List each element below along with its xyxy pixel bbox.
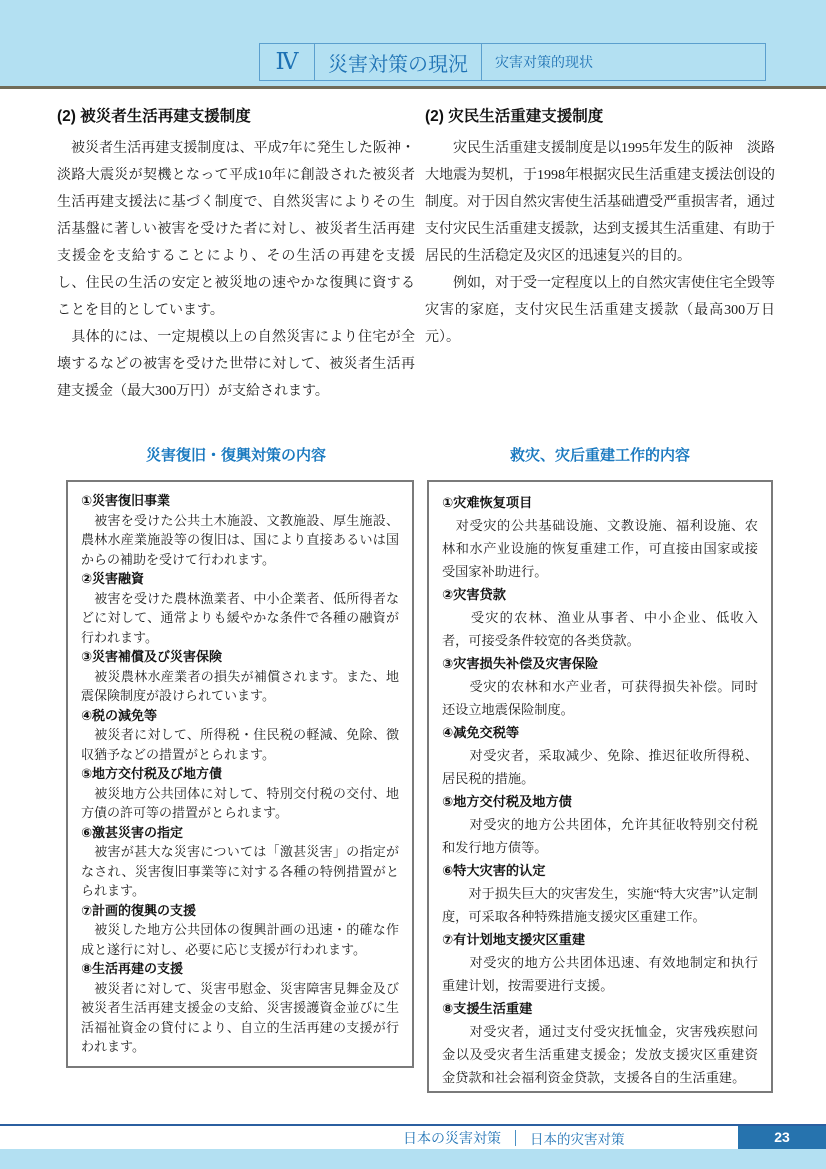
paragraph: 例如，对于受一定程度以上的自然灾害使住宅全毁等灾害的家庭，支付灾民生活重建支援款（最高300万日元）。	[425, 276, 775, 345]
list-item-body: 被害を受けた農林漁業者、中小企業者、低所得者などに対して、通常よりも緩やかな条件で各種の融資が行われます。	[81, 590, 399, 645]
chinese-column	[425, 104, 775, 351]
list-item-body: 对受灾的地方公共团体，允许其征收特别交付税和发行地方债等。	[442, 817, 758, 855]
page-number-badge: 23	[738, 1126, 826, 1149]
list-item-body: 对受灾的公共基础设施、文教设施、福利设施、农林和水产业设施的恢复重建工作，可直接由国家或接受国家补助进行。	[442, 518, 758, 579]
list-item-body: 被害を受けた公共土木施設、文教施設、厚生施設、農林水産業施設等の復旧は、国により直接あるいは国からの補助を受けて行われます。	[81, 512, 399, 567]
list-item-body: 受灾的农林和水产业者，可获得损失补偿。同时还设立地震保险制度。	[442, 679, 758, 717]
list-item-heading: ①灾难恢复项目	[442, 495, 533, 510]
list-item-heading: ②灾害贷款	[442, 587, 506, 602]
top-divider-rule	[0, 86, 826, 89]
section-heading-chinese: (2) 灾民生活重建支援制度	[425, 108, 604, 125]
chapter-number: Ⅳ	[275, 49, 299, 74]
chapter-title-chinese: 灾害对策的现状	[495, 54, 593, 70]
list-item-heading: ⑤地方交付税及地方债	[442, 794, 572, 809]
list-item-body: 被災者に対して、所得税・住民税の軽減、免除、徴収猶予などの措置がとられます。	[81, 727, 399, 762]
chapter-title-japanese: 災害対策の現況	[314, 44, 482, 80]
list-item-body: 对受灾者，采取减少、免除、推迟征收所得税、居民税的措施。	[442, 748, 758, 786]
paragraph: 具体的には、一定規模以上の自然災害により住宅が全壊するなどの被害を受けた世帯に対して、被災者生活再建支援金（最大300万円）が支給されます。	[57, 330, 415, 399]
footer-separator	[515, 1130, 516, 1146]
list-item-body: 受灾的农林、渔业从事者、中小企业、低收入者，可接受条件较宽的各类贷款。	[442, 610, 758, 648]
list-item-heading: ⑦計画的復興の支援	[81, 902, 197, 918]
list-item-heading: ④税の減免等	[81, 707, 158, 723]
footer-title-chinese: 日本的灾害对策	[530, 1131, 625, 1147]
list-item-heading: ⑥特大灾害的认定	[442, 863, 546, 878]
section-heading-japanese: (2) 被災者生活再建支援制度	[57, 108, 251, 125]
list-item-body: 被害が甚大な災害については「激甚災害」の指定がなされ、災害復旧事業等に対する各種の特例措置がとられます。	[81, 844, 399, 898]
paragraph: 灾民生活重建支援制度是以1995年发生的阪神 淡路大地震为契机，于1998年根据灾民生活重建支援法创设的制度。对于因自然灾害使生活基础遭受严重损害者，通过支付灾民生活重建支援款，达到支援其生活重建、有助于居民的生活稳定及灾区的迅速复兴的目的。	[425, 141, 775, 264]
list-item-body: 对于损失巨大的灾害发生，实施“特大灾害”认定制度，可采取各种特殊措施支援灾区重建工作。	[442, 886, 758, 924]
list-item-body: 被災した地方公共団体の復興計画の迅速・的確な作成と遂行に対し、必要に応じ支援が行われます。	[81, 922, 399, 957]
list-item-heading: ⑤地方交付税及び地方債	[81, 766, 223, 781]
list-item-heading: ②災害融資	[81, 571, 145, 586]
list-item-heading: ⑥激甚災害の指定	[81, 824, 184, 840]
chapter-header-box	[259, 43, 766, 81]
list-item-body: 被災地方公共団体に対して、特別交付税の交付、地方債の許可等の措置がとられます。	[81, 785, 399, 820]
paragraph: 被災者生活再建支援制度は、平成7年に発生した阪神・淡路大震災が契機となって平成10年に創設された被災者生活再建支援法に基づく制度で、自然災害によりその生活基盤に著しい被害を受けた者に対し、被災者生活再建支援金を支給することにより、その生活の再建を支援し、住民の生活の安定と被災地の速やかな復興に資することを目的としています。	[57, 141, 415, 318]
list-item-heading: ①災害復旧事業	[81, 493, 171, 508]
list-item-heading: ⑧生活再建の支援	[81, 961, 184, 976]
list-item-heading: ③災害補償及び災害保険	[81, 649, 223, 664]
list-item-body: 被災者に対して、災害弔慰金、災害障害見舞金及び被災者生活再建支援金の支給、災害援護資金並びに生活福祉資金の貸付により、自立的生活再建の支援が行われます。	[81, 980, 399, 1054]
recovery-measures-box-chinese	[427, 480, 773, 1093]
list-item-body: 被災農林水産業者の損失が補償されます。また、地震保険制度が設けられています。	[81, 668, 399, 703]
list-item-heading: ③灾害损失补偿及灾害保险	[442, 656, 599, 671]
list-item-body: 对受灾者，通过支付受灾抚恤金，灾害残疾慰问金以及受灾者生活重建支援金；发放支援灾区重建资金贷款和社会福利资金贷款，支援各自的生活重建。	[442, 1024, 758, 1085]
bottom-band	[0, 1149, 826, 1169]
list-item-heading: ⑦有计划地支援灾区重建	[442, 932, 586, 947]
box-title-chinese: 救灾、灾后重建工作的内容	[509, 447, 690, 464]
footer	[0, 1126, 826, 1149]
box-title-japanese: 災害復旧・復興対策の内容	[145, 447, 326, 464]
footer-title-japanese: 日本の災害対策	[403, 1129, 501, 1146]
top-band	[0, 0, 826, 86]
list-item-heading: ④减免交税等	[442, 725, 520, 740]
list-item-body: 对受灾的地方公共团体迅速、有效地制定和执行重建计划，按需要进行支援。	[442, 955, 758, 993]
japanese-column	[57, 104, 415, 405]
list-item-heading: ⑧支援生活重建	[442, 1001, 533, 1016]
recovery-measures-box-japanese	[66, 480, 414, 1068]
